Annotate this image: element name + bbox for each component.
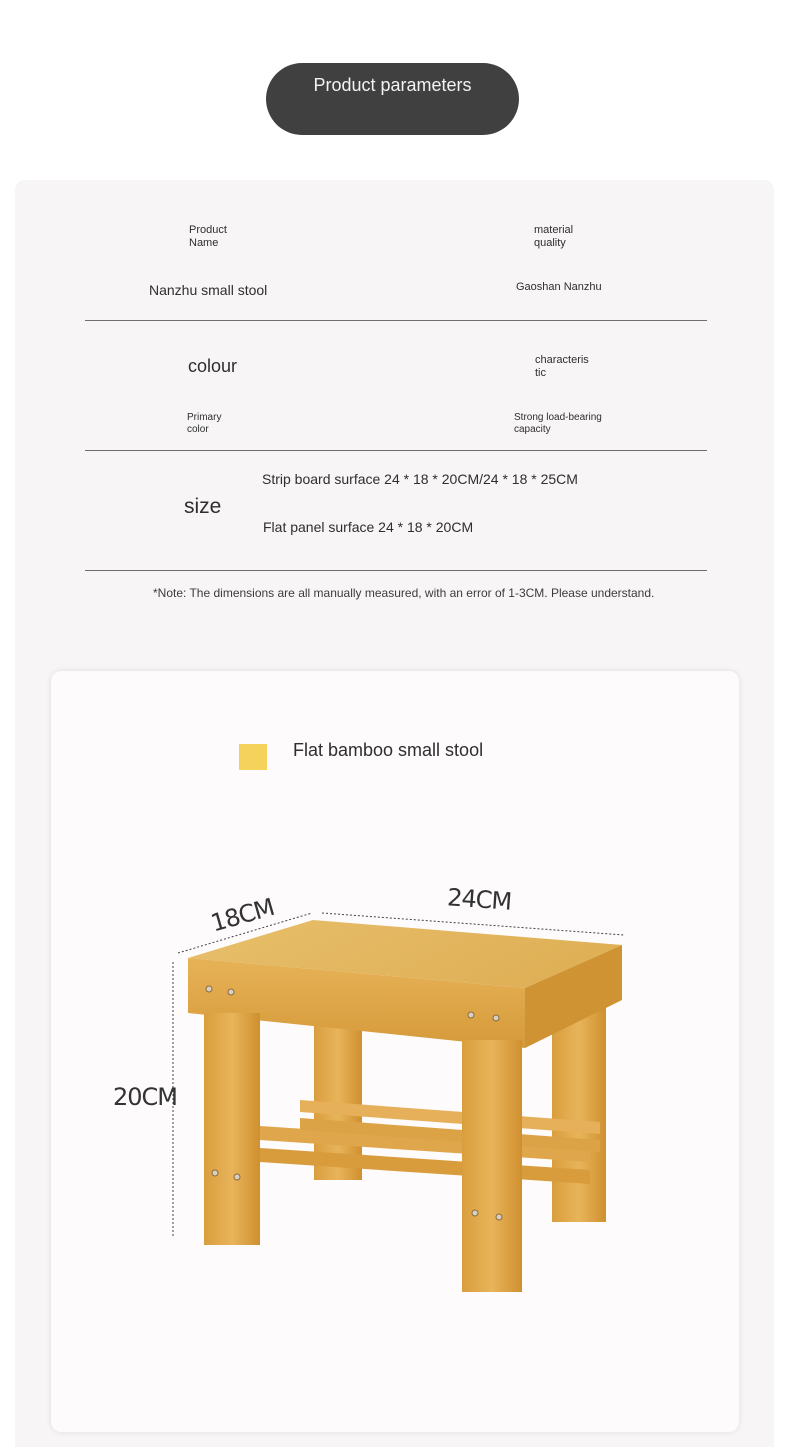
size-value-strip: Strip board surface 24 * 18 * 20CM/24 * 18 * 25CM bbox=[262, 471, 578, 487]
measurement-note: *Note: The dimensions are all manually measured, with an error of 1-3CM. Please understand. bbox=[153, 586, 655, 600]
section-title: Product parameters bbox=[313, 75, 472, 95]
size-label: size bbox=[184, 495, 222, 518]
dimension-width-label: 24CM bbox=[446, 883, 513, 916]
back-right-leg bbox=[552, 1005, 606, 1222]
characteristic-label: characteris tic bbox=[535, 354, 589, 380]
dimension-depth-label: 18CM bbox=[207, 892, 277, 938]
dimension-height-label: 20CM bbox=[113, 1083, 178, 1111]
product-name-label: Product Name bbox=[189, 224, 227, 250]
product-card-title: Flat bamboo small stool bbox=[293, 740, 484, 760]
front-left-leg bbox=[204, 1013, 260, 1245]
front-right-leg bbox=[462, 1040, 522, 1292]
material-label: material quality bbox=[534, 224, 574, 250]
colour-label: colour bbox=[188, 356, 238, 376]
product-name-value: Nanzhu small stool bbox=[149, 282, 268, 298]
colour-value: Primary color bbox=[187, 412, 222, 435]
characteristic-value: Strong load-bearing capacity bbox=[514, 412, 602, 435]
material-value: Gaoshan Nanzhu bbox=[516, 281, 602, 293]
size-value-flat: Flat panel surface 24 * 18 * 20CM bbox=[263, 519, 474, 535]
